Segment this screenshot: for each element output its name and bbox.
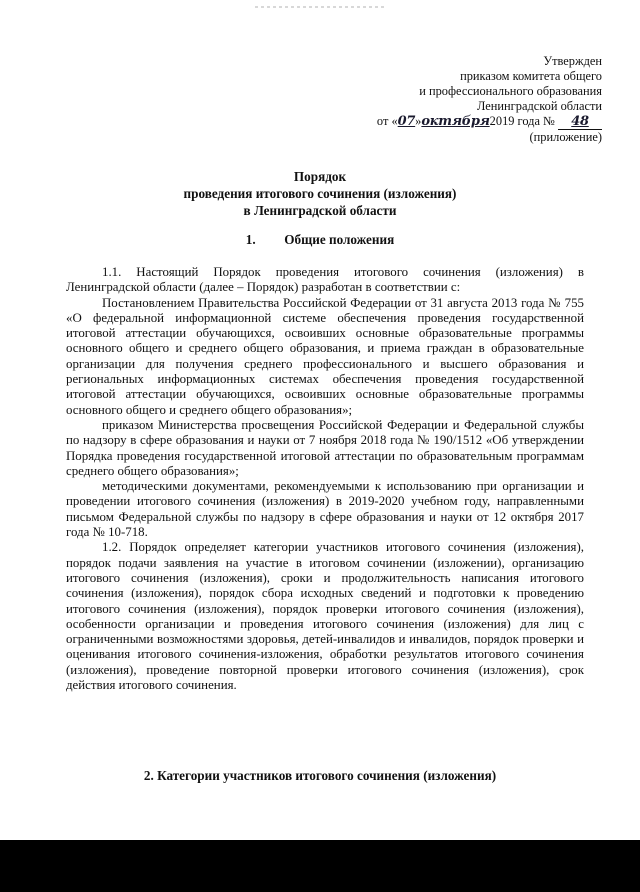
- document-title: [60, 168, 580, 219]
- section-heading-1: [60, 232, 580, 248]
- section-heading-2: 2. Категории участников итогового сочинения (изложения): [143, 768, 497, 783]
- approval-date-line: [302, 114, 602, 130]
- approval-line: Утвержден: [543, 54, 602, 68]
- approval-line: (приложение): [529, 130, 602, 144]
- scan-artifact: [255, 6, 385, 8]
- approval-line: приказом комитета общего: [460, 69, 602, 83]
- paragraph: 1.1. Настоящий Порядок проведения итогового сочинения (изложения) в Ленинградской области (далее – Порядок) разработан в соответствии с:: [66, 265, 584, 295]
- date-prefix: от «: [376, 114, 398, 128]
- paragraph: Постановлением Правительства Российской Федерации от 31 августа 2013 года № 755 «О федеральной информационной системе обеспечения проведения государственной итоговой аттестации обучающихся, освоивших основные образовательные программы основного общего и среднего общего образования, и приема граждан в образовательные организации для получения среднего профессионального и высшего образования и региональных информационных системах обеспечения проведения государственной итоговой аттестации обучающихся, освоивших основные образовательные программы основного общего и среднего общего образования»;: [66, 295, 584, 417]
- body-text: [66, 265, 584, 693]
- approval-line: Ленинградской области: [476, 99, 602, 113]
- paragraph: методическими документами, рекомендуемыми к использованию при организации и проведении итогового сочинения (изложения) в 2019-2020 учебном году, направленными письмом Федеральной службы по надзору в сфере образования и науки от 12 октября 2017 года № 10-718.: [66, 479, 584, 540]
- handwritten-number: 48: [558, 114, 602, 130]
- handwritten-month: октября: [421, 114, 490, 129]
- title-line: в Ленинградской области: [243, 203, 397, 218]
- date-mid: »: [415, 114, 422, 128]
- title-line: Порядок: [293, 169, 347, 184]
- date-year: 2019 года №: [489, 114, 555, 128]
- paragraph: приказом Министерства просвещения Российской Федерации и Федеральной службы по надзору в сфере образования и науки от 7 ноября 2018 года № 190/1512 «Об утверждении Порядка проведения государственной итоговой аттестации по образовательным программам среднего общего образования»;: [66, 417, 584, 478]
- title-line: проведения итогового сочинения (изложения): [183, 186, 457, 201]
- paragraph: 1.2. Порядок определяет категории участников итогового сочинения (изложения), порядок подачи заявления на участие в итоговом сочинении (изложении), организацию итогового сочинения (изложения), сроки и продолжительность написания итогового сочинения (изложения), порядок сбора исходных сведений и подготовки к проведению итогового сочинения (изложения), порядок проверки итогового сочинения (изложения), особенности организации и проведения итогового сочинения (изложения) для лиц с ограниченными возможностями здоровья, детей-инвалидов и инвалидов, порядок проверки и оценивания итогового сочинения-изложения, обработки результатов итогового сочинения (изложения), проведение повторной проверки итогового сочинения (изложения), срок действия итогового сочинения.: [66, 540, 584, 693]
- handwritten-day: 07: [397, 114, 416, 129]
- approval-line: и профессионального образования: [419, 84, 602, 98]
- section-number: 1.: [245, 232, 256, 247]
- scan-border-bottom: [0, 840, 640, 892]
- approval-block: [302, 54, 602, 145]
- section-title: Общие положения: [284, 232, 395, 247]
